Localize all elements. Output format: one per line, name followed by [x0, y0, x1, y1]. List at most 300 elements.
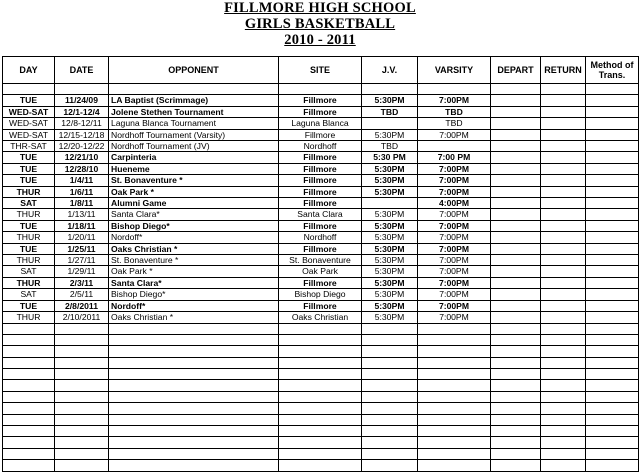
- date-cell: 1/29/11: [55, 266, 109, 277]
- opponent-cell: Oaks Christian *: [109, 312, 279, 323]
- blank-cell: [109, 334, 279, 345]
- date-cell: 1/13/11: [55, 209, 109, 220]
- transport-cell: [586, 141, 639, 152]
- opponent-cell: Oaks Christian *: [109, 243, 279, 254]
- blank-cell: [279, 448, 362, 459]
- blank-cell: [586, 334, 639, 345]
- return-cell: [541, 106, 586, 117]
- jv-time-cell: 5:30PM: [362, 220, 418, 231]
- site-cell: Nordhoff: [279, 232, 362, 243]
- blank-cell: [362, 369, 418, 380]
- date-cell: 1/8/11: [55, 198, 109, 209]
- blank-cell: [541, 426, 586, 437]
- site-cell: Fillmore: [279, 198, 362, 209]
- day-cell: TUE: [3, 243, 55, 254]
- date-cell: 1/27/11: [55, 255, 109, 266]
- transport-cell: [586, 300, 639, 311]
- blank-cell: [55, 334, 109, 345]
- blank-cell: [586, 403, 639, 414]
- col-site: SITE: [279, 57, 362, 84]
- opponent-cell: Bishop Diego*: [109, 289, 279, 300]
- table-row: [3, 152, 639, 163]
- date-cell: 12/21/10: [55, 152, 109, 163]
- blank-cell: [586, 357, 639, 368]
- jv-time-cell: 5:30PM: [362, 255, 418, 266]
- return-cell: [541, 243, 586, 254]
- varsity-time-cell: 7:00PM: [418, 163, 491, 174]
- table-row: [3, 266, 639, 277]
- blank-row: [3, 414, 639, 425]
- blank-row: [3, 357, 639, 368]
- blank-cell: [541, 334, 586, 345]
- blank-cell: [55, 426, 109, 437]
- col-date: DATE: [55, 57, 109, 84]
- varsity-time-cell: [418, 141, 491, 152]
- blank-cell: [586, 426, 639, 437]
- season-years: 2010 - 2011: [284, 32, 356, 48]
- date-cell: 12/28/10: [55, 163, 109, 174]
- depart-cell: [491, 118, 541, 129]
- header-row: [3, 57, 639, 84]
- blank-row: [3, 369, 639, 380]
- blank-cell: [3, 403, 55, 414]
- date-cell: 2/8/2011: [55, 300, 109, 311]
- blank-cell: [279, 403, 362, 414]
- depart-cell: [491, 300, 541, 311]
- varsity-time-cell: 7:00PM: [418, 209, 491, 220]
- table-row: [3, 186, 639, 197]
- depart-cell: [491, 129, 541, 140]
- blank-cell: [3, 357, 55, 368]
- opponent-cell: Oak Park *: [109, 186, 279, 197]
- blank-row: [3, 391, 639, 402]
- varsity-time-cell: 7:00PM: [418, 300, 491, 311]
- depart-cell: [491, 163, 541, 174]
- site-cell: Fillmore: [279, 163, 362, 174]
- blank-cell: [109, 346, 279, 357]
- site-cell: Oaks Christian: [279, 312, 362, 323]
- depart-cell: [491, 243, 541, 254]
- return-cell: [541, 129, 586, 140]
- blank-cell: [362, 323, 418, 334]
- depart-cell: [491, 312, 541, 323]
- blank-cell: [3, 426, 55, 437]
- opponent-cell: Nordoff*: [109, 232, 279, 243]
- depart-cell: [491, 141, 541, 152]
- blank-cell: [491, 391, 541, 402]
- jv-time-cell: 5:30PM: [362, 232, 418, 243]
- blank-cell: [541, 403, 586, 414]
- blank-cell: [279, 437, 362, 448]
- date-cell: 12/8-12/11: [55, 118, 109, 129]
- blank-cell: [279, 380, 362, 391]
- blank-cell: [418, 448, 491, 459]
- jv-time-cell: TBD: [362, 106, 418, 117]
- table-row: [3, 198, 639, 209]
- blank-cell: [541, 357, 586, 368]
- site-cell: Santa Clara: [279, 209, 362, 220]
- blank-cell: [279, 414, 362, 425]
- return-cell: [541, 277, 586, 288]
- blank-cell: [279, 346, 362, 357]
- blank-cell: [3, 437, 55, 448]
- varsity-time-cell: 7:00PM: [418, 220, 491, 231]
- blank-row: [3, 448, 639, 459]
- blank-cell: [418, 460, 491, 471]
- jv-time-cell: 5:30PM: [362, 209, 418, 220]
- blank-row: [3, 460, 639, 471]
- blank-cell: [418, 414, 491, 425]
- blank-row: [3, 84, 639, 95]
- opponent-cell: Alumni Game: [109, 198, 279, 209]
- blank-cell: [541, 84, 586, 95]
- depart-cell: [491, 232, 541, 243]
- varsity-time-cell: 7:00PM: [418, 255, 491, 266]
- blank-cell: [55, 84, 109, 95]
- table-row: [3, 209, 639, 220]
- depart-cell: [491, 198, 541, 209]
- blank-cell: [109, 369, 279, 380]
- transport-cell: [586, 243, 639, 254]
- jv-time-cell: 5:30PM: [362, 186, 418, 197]
- table-row: [3, 175, 639, 186]
- blank-cell: [109, 426, 279, 437]
- blank-cell: [418, 380, 491, 391]
- col-depart: DEPART: [491, 57, 541, 84]
- blank-cell: [418, 426, 491, 437]
- blank-cell: [279, 426, 362, 437]
- table-row: [3, 129, 639, 140]
- blank-cell: [55, 369, 109, 380]
- blank-cell: [279, 357, 362, 368]
- day-cell: THUR: [3, 277, 55, 288]
- varsity-time-cell: 7:00PM: [418, 266, 491, 277]
- date-cell: 1/6/11: [55, 186, 109, 197]
- day-cell: TUE: [3, 163, 55, 174]
- table-row: [3, 106, 639, 117]
- col-jv: J.V.: [362, 57, 418, 84]
- varsity-time-cell: 7:00PM: [418, 289, 491, 300]
- blank-cell: [109, 403, 279, 414]
- blank-cell: [109, 460, 279, 471]
- blank-cell: [491, 448, 541, 459]
- site-cell: Fillmore: [279, 95, 362, 106]
- jv-time-cell: 5:30PM: [362, 289, 418, 300]
- site-cell: Fillmore: [279, 175, 362, 186]
- day-cell: THUR: [3, 186, 55, 197]
- blank-cell: [3, 84, 55, 95]
- varsity-time-cell: 7:00PM: [418, 277, 491, 288]
- jv-time-cell: 5:30PM: [362, 300, 418, 311]
- depart-cell: [491, 266, 541, 277]
- blank-cell: [55, 403, 109, 414]
- varsity-time-cell: 7:00PM: [418, 312, 491, 323]
- date-cell: 1/4/11: [55, 175, 109, 186]
- blank-cell: [541, 460, 586, 471]
- blank-row: [3, 323, 639, 334]
- opponent-cell: Nordhoff Tournament (JV): [109, 141, 279, 152]
- date-cell: 12/20-12/22: [55, 141, 109, 152]
- blank-cell: [586, 369, 639, 380]
- blank-cell: [279, 323, 362, 334]
- blank-cell: [541, 323, 586, 334]
- table-row: [3, 289, 639, 300]
- blank-cell: [586, 323, 639, 334]
- blank-cell: [109, 323, 279, 334]
- day-cell: SAT: [3, 289, 55, 300]
- blank-cell: [109, 414, 279, 425]
- blank-cell: [279, 391, 362, 402]
- depart-cell: [491, 289, 541, 300]
- jv-time-cell: 5:30PM: [362, 277, 418, 288]
- blank-cell: [418, 357, 491, 368]
- return-cell: [541, 220, 586, 231]
- site-cell: Fillmore: [279, 277, 362, 288]
- depart-cell: [491, 186, 541, 197]
- site-cell: Fillmore: [279, 186, 362, 197]
- blank-cell: [3, 448, 55, 459]
- blank-row: [3, 334, 639, 345]
- blank-cell: [362, 426, 418, 437]
- blank-cell: [418, 334, 491, 345]
- depart-cell: [491, 175, 541, 186]
- blank-cell: [491, 369, 541, 380]
- varsity-time-cell: 4:00PM: [418, 198, 491, 209]
- blank-cell: [362, 84, 418, 95]
- col-day: DAY: [3, 57, 55, 84]
- blank-cell: [279, 460, 362, 471]
- blank-cell: [418, 84, 491, 95]
- day-cell: TUE: [3, 220, 55, 231]
- blank-cell: [541, 414, 586, 425]
- blank-row: [3, 426, 639, 437]
- day-cell: THUR: [3, 312, 55, 323]
- schedule-title: [0, 0, 640, 48]
- team-name: GIRLS BASKETBALL: [244, 16, 396, 32]
- date-cell: 1/25/11: [55, 243, 109, 254]
- blank-cell: [3, 380, 55, 391]
- blank-row: [3, 380, 639, 391]
- return-cell: [541, 152, 586, 163]
- date-cell: 2/10/2011: [55, 312, 109, 323]
- day-cell: TUE: [3, 175, 55, 186]
- opponent-cell: Hueneme: [109, 163, 279, 174]
- site-cell: Oak Park: [279, 266, 362, 277]
- jv-time-cell: 5:30PM: [362, 163, 418, 174]
- table-row: [3, 243, 639, 254]
- site-cell: Fillmore: [279, 152, 362, 163]
- blank-cell: [3, 460, 55, 471]
- transport-cell: [586, 277, 639, 288]
- blank-cell: [3, 414, 55, 425]
- return-cell: [541, 163, 586, 174]
- site-cell: Fillmore: [279, 220, 362, 231]
- schedule-body: [3, 84, 639, 472]
- blank-cell: [418, 346, 491, 357]
- blank-cell: [3, 334, 55, 345]
- blank-cell: [362, 448, 418, 459]
- opponent-cell: Santa Clara*: [109, 209, 279, 220]
- transport-cell: [586, 232, 639, 243]
- transport-cell: [586, 163, 639, 174]
- blank-cell: [541, 380, 586, 391]
- return-cell: [541, 255, 586, 266]
- varsity-time-cell: TBD: [418, 106, 491, 117]
- varsity-time-cell: 7:00PM: [418, 175, 491, 186]
- varsity-time-cell: 7:00PM: [418, 243, 491, 254]
- day-cell: TUE: [3, 300, 55, 311]
- table-row: [3, 141, 639, 152]
- blank-cell: [491, 84, 541, 95]
- day-cell: THR-SAT: [3, 141, 55, 152]
- opponent-cell: Laguna Blanca Tournament: [109, 118, 279, 129]
- site-cell: Fillmore: [279, 300, 362, 311]
- blank-cell: [55, 391, 109, 402]
- day-cell: TUE: [3, 95, 55, 106]
- blank-cell: [362, 403, 418, 414]
- school-name: FILLMORE HIGH SCHOOL: [224, 0, 416, 16]
- jv-time-cell: 5:30PM: [362, 95, 418, 106]
- transport-cell: [586, 255, 639, 266]
- blank-cell: [586, 380, 639, 391]
- jv-time-cell: 5:30PM: [362, 175, 418, 186]
- table-row: [3, 118, 639, 129]
- return-cell: [541, 118, 586, 129]
- varsity-time-cell: 7:00PM: [418, 186, 491, 197]
- blank-cell: [109, 391, 279, 402]
- opponent-cell: Nordoff*: [109, 300, 279, 311]
- return-cell: [541, 289, 586, 300]
- opponent-cell: Carpinteria: [109, 152, 279, 163]
- jv-time-cell: 5:30 PM: [362, 152, 418, 163]
- table-row: [3, 255, 639, 266]
- transport-cell: [586, 220, 639, 231]
- blank-row: [3, 403, 639, 414]
- transport-cell: [586, 152, 639, 163]
- depart-cell: [491, 277, 541, 288]
- table-row: [3, 163, 639, 174]
- blank-cell: [491, 334, 541, 345]
- blank-cell: [418, 403, 491, 414]
- return-cell: [541, 175, 586, 186]
- blank-cell: [418, 391, 491, 402]
- blank-cell: [586, 84, 639, 95]
- blank-cell: [55, 323, 109, 334]
- blank-cell: [279, 84, 362, 95]
- blank-cell: [586, 448, 639, 459]
- day-cell: WED-SAT: [3, 106, 55, 117]
- blank-cell: [491, 460, 541, 471]
- blank-cell: [541, 448, 586, 459]
- date-cell: 1/18/11: [55, 220, 109, 231]
- transport-cell: [586, 106, 639, 117]
- blank-cell: [541, 369, 586, 380]
- col-opponent: OPPONENT: [109, 57, 279, 84]
- blank-cell: [362, 460, 418, 471]
- blank-cell: [586, 460, 639, 471]
- blank-cell: [109, 84, 279, 95]
- blank-cell: [109, 357, 279, 368]
- day-cell: SAT: [3, 198, 55, 209]
- blank-cell: [362, 414, 418, 425]
- transport-cell: [586, 186, 639, 197]
- varsity-time-cell: 7:00 PM: [418, 152, 491, 163]
- return-cell: [541, 266, 586, 277]
- transport-cell: [586, 198, 639, 209]
- depart-cell: [491, 255, 541, 266]
- blank-cell: [491, 357, 541, 368]
- depart-cell: [491, 106, 541, 117]
- transport-cell: [586, 266, 639, 277]
- site-cell: Bishop Diego: [279, 289, 362, 300]
- transport-cell: [586, 312, 639, 323]
- day-cell: TUE: [3, 152, 55, 163]
- blank-cell: [491, 380, 541, 391]
- blank-cell: [541, 437, 586, 448]
- blank-cell: [491, 346, 541, 357]
- blank-cell: [55, 346, 109, 357]
- blank-row: [3, 437, 639, 448]
- site-cell: Fillmore: [279, 129, 362, 140]
- transport-cell: [586, 95, 639, 106]
- jv-time-cell: TBD: [362, 141, 418, 152]
- jv-time-cell: 5:30PM: [362, 129, 418, 140]
- blank-cell: [362, 346, 418, 357]
- blank-cell: [279, 334, 362, 345]
- date-cell: 1/20/11: [55, 232, 109, 243]
- blank-cell: [541, 391, 586, 402]
- blank-cell: [109, 437, 279, 448]
- table-row: [3, 232, 639, 243]
- blank-cell: [3, 369, 55, 380]
- date-cell: 12/15-12/18: [55, 129, 109, 140]
- blank-cell: [541, 346, 586, 357]
- date-cell: 2/5/11: [55, 289, 109, 300]
- transport-cell: [586, 209, 639, 220]
- varsity-time-cell: TBD: [418, 118, 491, 129]
- blank-cell: [3, 391, 55, 402]
- date-cell: 12/1-12/4: [55, 106, 109, 117]
- blank-row: [3, 346, 639, 357]
- return-cell: [541, 209, 586, 220]
- return-cell: [541, 141, 586, 152]
- col-transport: Method of Trans.: [586, 57, 639, 84]
- blank-cell: [491, 414, 541, 425]
- blank-cell: [55, 448, 109, 459]
- jv-time-cell: 5:30PM: [362, 312, 418, 323]
- blank-cell: [491, 437, 541, 448]
- site-cell: St. Bonaventure: [279, 255, 362, 266]
- blank-cell: [491, 323, 541, 334]
- return-cell: [541, 186, 586, 197]
- col-varsity: VARSITY: [418, 57, 491, 84]
- jv-time-cell: [362, 198, 418, 209]
- day-cell: WED-SAT: [3, 129, 55, 140]
- return-cell: [541, 312, 586, 323]
- date-cell: 11/24/09: [55, 95, 109, 106]
- blank-cell: [586, 346, 639, 357]
- varsity-time-cell: 7:00PM: [418, 95, 491, 106]
- blank-cell: [362, 437, 418, 448]
- table-row: [3, 95, 639, 106]
- date-cell: 2/3/11: [55, 277, 109, 288]
- blank-cell: [55, 414, 109, 425]
- blank-cell: [586, 414, 639, 425]
- transport-cell: [586, 289, 639, 300]
- jv-time-cell: [362, 118, 418, 129]
- table-row: [3, 277, 639, 288]
- return-cell: [541, 198, 586, 209]
